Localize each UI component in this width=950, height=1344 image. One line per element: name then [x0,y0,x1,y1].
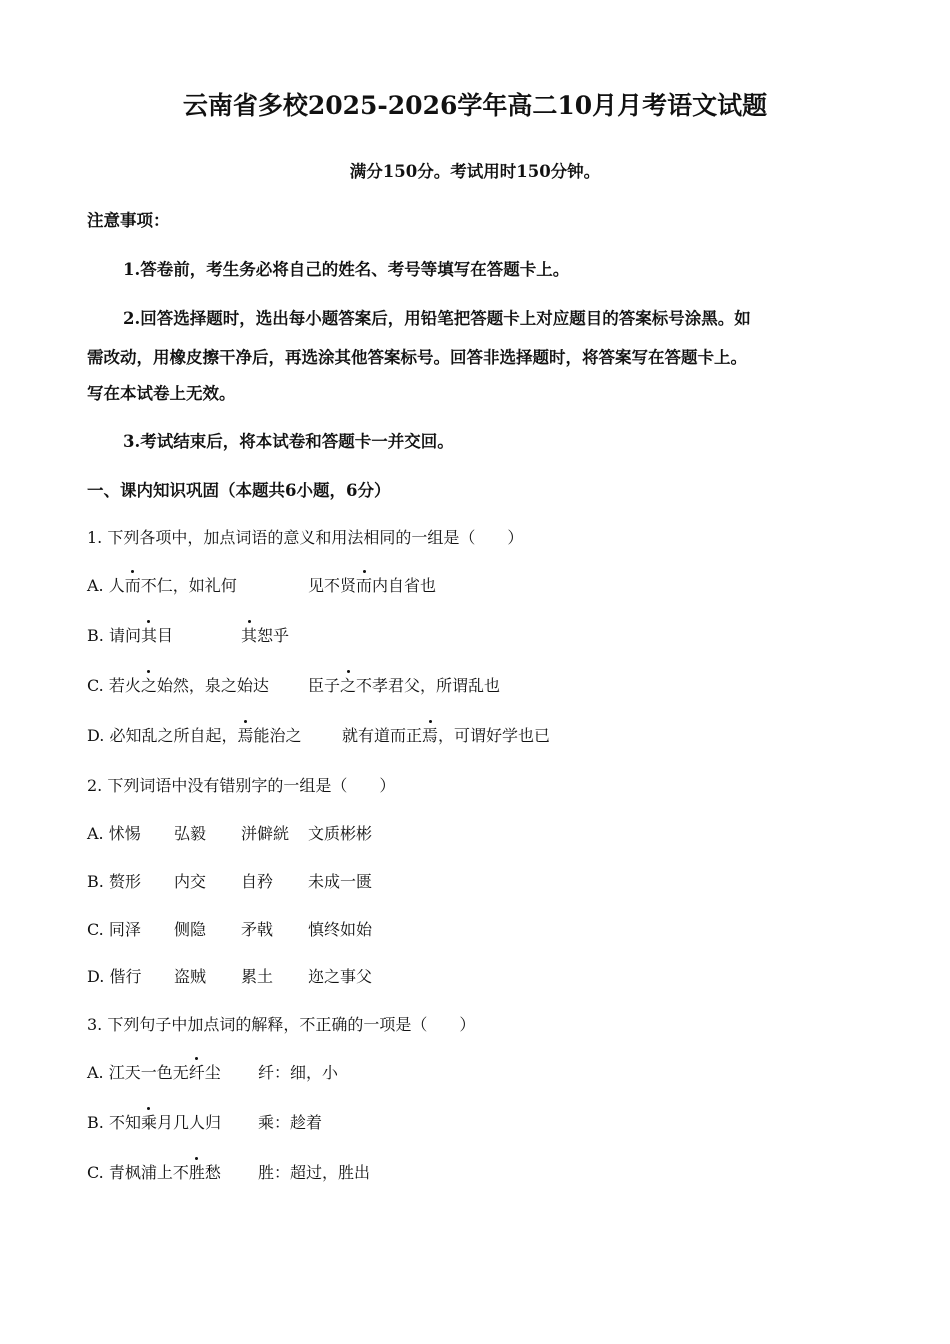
question-3-option-a: A. 江天一色无纤尘 纤：细，小 [87,1060,887,1082]
explanation: 乘：趁着 [258,1113,323,1132]
emphasis-dot-char: 其 [141,623,157,646]
question-2-stem: 2. 下列词语中没有错别字的一组是（ ） [87,776,396,795]
question-2-option-c: C. 同泽 侧隐 矛戟 慎终如始 [87,920,373,939]
notice-item-2-cont: 需改动，用橡皮擦干净后，再选涂其他答案标号。回答非选择题时，将答案写在答题卡上。 [87,348,747,367]
question-3-option-b: B. 不知乘月几人归 乘：趁着 [87,1110,887,1132]
question-2-option-d: D. 偕行 盗贼 累土 迩之事父 [87,967,373,986]
question-1-option-c: C. 若火之始然，泉之始达 臣子之不孝君父，所谓乱也 [87,673,887,695]
question-1-option-a: A. 人而不仁，如礼何 见不贤而内自省也 [87,573,887,595]
notice-item-2-cont2: 写在本试卷上无效。 [87,384,236,403]
notice-item-3: 3.考试结束后，将本试卷和答题卡一并交回。 [123,432,454,451]
question-3-stem: 3. 下列句子中加点词的解释，不正确的一项是（ ） [87,1015,476,1034]
emphasis-dot-char: 其 [241,623,257,646]
emphasis-dot-char: 胜 [189,1160,205,1183]
notice-item-1: 1.答卷前，考生务必将自己的姓名、考号等填写在答题卡上。 [123,260,570,279]
emphasis-dot-char: 乘 [141,1110,157,1133]
notice-heading: 注意事项： [87,211,170,230]
section-heading: 一、课内知识巩固（本题共6小题，6分） [87,481,391,500]
exam-title: 云南省多校2025-2026学年高二10月月考语文试题 [182,91,768,120]
emphasis-dot-char: 而 [356,573,372,596]
emphasis-dot-char: 之 [141,673,157,696]
question-3-option-c: C. 青枫浦上不胜愁 胜：超过，胜出 [87,1160,887,1182]
emphasis-dot-char: 纤 [189,1060,205,1083]
question-2-option-b: B. 赘形 内交 自矜 未成一匮 [87,872,373,891]
emphasis-dot-char: 之 [340,673,356,696]
question-1-option-b: B. 请问其目 其恕乎 [87,623,887,645]
explanation: 胜：超过，胜出 [258,1163,371,1182]
emphasis-dot-char: 焉 [422,723,438,746]
question-2-option-a: A. 怵惕 弘毅 洴僻絖 文质彬彬 [87,824,373,843]
emphasis-dot-char: 而 [125,573,141,596]
exam-subtitle: 满分150分。考试用时150分钟。 [349,162,601,181]
notice-item-2: 2.回答选择题时，选出每小题答案后，用铅笔把答题卡上对应题目的答案标号涂黑。如 [123,309,751,328]
explanation: 纤：细，小 [258,1063,339,1082]
question-1-stem: 1. 下列各项中，加点词语的意义和用法相同的一组是（ ） [87,528,524,547]
emphasis-dot-char: 焉 [237,723,253,746]
question-1-option-d: D. 必知乱之所自起，焉能治之 就有道而正焉，可谓好学也已 [87,723,887,745]
